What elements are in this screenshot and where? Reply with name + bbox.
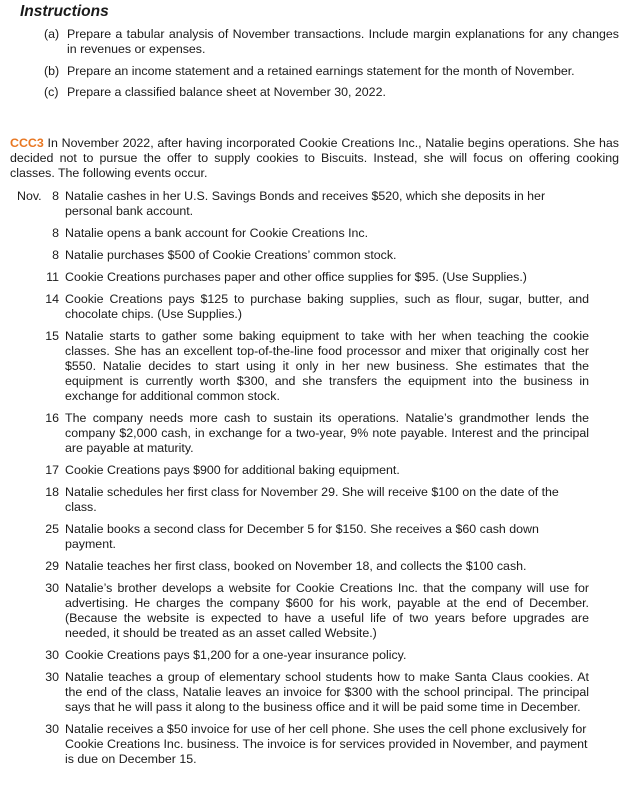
event-day: 8 — [52, 226, 59, 240]
event-row — [0, 248, 629, 263]
events-list — [0, 189, 629, 774]
event-row — [0, 270, 629, 285]
event-day: 17 — [45, 463, 59, 477]
event-row — [0, 522, 629, 552]
event-text — [65, 463, 589, 478]
event-day: 30 — [45, 648, 59, 662]
event-text-content: Natalie purchases $500 of Cookie Creations’ common stock. — [65, 248, 397, 262]
event-row — [0, 226, 629, 241]
event-day: 16 — [45, 411, 59, 425]
case-intro — [10, 136, 619, 181]
event-text — [65, 522, 589, 552]
instruction-letter: (b) — [44, 64, 60, 78]
event-month — [17, 292, 34, 322]
event-text — [65, 581, 589, 641]
event-day: 30 — [45, 581, 59, 595]
instruction-text: Prepare a classified balance sheet at November 30, 2022. — [67, 85, 386, 99]
event-day: 18 — [45, 485, 59, 499]
instruction-text: Prepare a tabular analysis of November transactions. Include margin explanations for any changes in revenues or expenses. — [67, 27, 619, 56]
event-month — [17, 559, 34, 574]
event-text — [65, 270, 589, 285]
event-text-content: Natalie opens a bank account for Cookie Creations Inc. — [65, 226, 369, 240]
event-text — [65, 559, 589, 574]
case-label: CCC3 — [10, 136, 44, 150]
instruction-item — [44, 64, 619, 79]
event-text-content: Natalie starts to gather some baking equipment to take with her when teaching the cookie classes. She has an excellent top-of-the-line food processor and mixer that originally cost her $550. Natalie decides to start using it only in her new business. She estimates that the equipment is currently worth $300, and she transfers the equipment into the business in exchange for additional common stock. — [65, 329, 589, 403]
event-text-content: Natalie books a second class for December 5 for $150. She receives a $60 cash down payment. — [65, 522, 539, 551]
event-text — [65, 292, 589, 322]
event-text — [65, 248, 589, 263]
event-text — [65, 722, 589, 767]
event-day: 14 — [45, 292, 59, 306]
event-month — [17, 270, 34, 285]
event-text-content: Natalie schedules her first class for November 29. She will receive $100 on the date of the class. — [65, 485, 559, 514]
instructions-heading: Instructions — [20, 3, 109, 20]
event-row — [0, 648, 629, 663]
event-month — [17, 670, 34, 715]
event-text — [65, 329, 589, 404]
event-day: 29 — [45, 559, 59, 573]
event-day: 30 — [45, 670, 59, 684]
event-text — [65, 648, 589, 663]
event-day: 11 — [46, 270, 59, 284]
event-row — [0, 329, 629, 404]
event-row — [0, 559, 629, 574]
instruction-text: Prepare an income statement and a retained earnings statement for the month of November. — [67, 64, 575, 78]
event-text-content: Natalie teaches her first class, booked on November 18, and collects the $100 cash. — [65, 559, 527, 573]
event-day: 8 — [52, 189, 59, 203]
event-text-content: Cookie Creations pays $125 to purchase baking supplies, such as flour, sugar, butter, and chocolate chips. (Use Supplies.) — [65, 292, 589, 321]
event-month — [17, 722, 34, 767]
event-text-content: Cookie Creations pays $1,200 for a one-year insurance policy. — [65, 648, 407, 662]
event-day: 8 — [52, 248, 59, 262]
event-text-content: Natalie teaches a group of elementary school students how to make Santa Claus cookies. At the end of the class, Natalie leaves an invoice for $300 with the school principal. The principal says that he will pass it along to the business office and it will be paid some time in December. — [65, 670, 589, 714]
event-month: Nov. — [17, 189, 42, 203]
instruction-letter: (a) — [44, 27, 60, 41]
event-text-content: Cookie Creations purchases paper and other office supplies for $95. (Use Supplies.) — [65, 270, 527, 284]
event-day: 25 — [45, 522, 59, 536]
event-month — [17, 329, 34, 404]
event-row — [0, 581, 629, 641]
event-month — [17, 226, 34, 241]
event-month — [17, 248, 34, 263]
event-text — [65, 670, 589, 715]
event-row — [0, 411, 629, 456]
event-month — [17, 411, 34, 456]
event-text — [65, 485, 589, 515]
event-month — [17, 581, 34, 641]
event-text — [65, 226, 589, 241]
event-month — [17, 522, 34, 552]
event-day: 15 — [45, 329, 59, 343]
event-row — [0, 292, 629, 322]
event-text-content: The company needs more cash to sustain its operations. Natalie’s grandmother lends the company $2,000 cash, in exchange for a two-year, 9% note payable. Interest and the principal are payable at maturity. — [65, 411, 589, 455]
event-text-content: Natalie cashes in her U.S. Savings Bonds and receives $520, which she deposits in her personal bank account. — [65, 189, 546, 218]
event-text — [65, 411, 589, 456]
event-row — [0, 722, 629, 767]
event-row — [0, 189, 629, 219]
event-row — [0, 463, 629, 478]
event-row — [0, 670, 629, 715]
event-text-content: Cookie Creations pays $900 for additional baking equipment. — [65, 463, 400, 477]
event-month — [17, 648, 34, 663]
event-text — [65, 189, 589, 219]
event-text-content: Natalie’s brother develops a website for Cookie Creations Inc. that the company will use for advertising. He charges the company $600 for his work, payable at the end of December. (Because the website is expected to have a useful life of two years before upgrades are needed, it should be treated as an asset called Website.) — [65, 581, 589, 640]
instructions-list — [44, 27, 619, 107]
instruction-item — [44, 85, 619, 100]
event-text-content: Natalie receives a $50 invoice for use of her cell phone. She uses the cell phone exclusively for Cookie Creations Inc. business. The invoice is for services provided in November, and payment is due on December 15. — [65, 722, 588, 766]
event-month — [17, 463, 34, 478]
event-row — [0, 485, 629, 515]
case-intro-text: In November 2022, after having incorporated Cookie Creations Inc., Natalie begins operations. She has decided not to pursue the offer to supply cookies to Biscuits. Instead, she will focus on offering cooking classes. The following events occur. — [10, 136, 619, 180]
event-month — [17, 485, 34, 515]
instruction-item — [44, 27, 619, 57]
instruction-letter: (c) — [44, 85, 59, 99]
event-day: 30 — [45, 722, 59, 736]
